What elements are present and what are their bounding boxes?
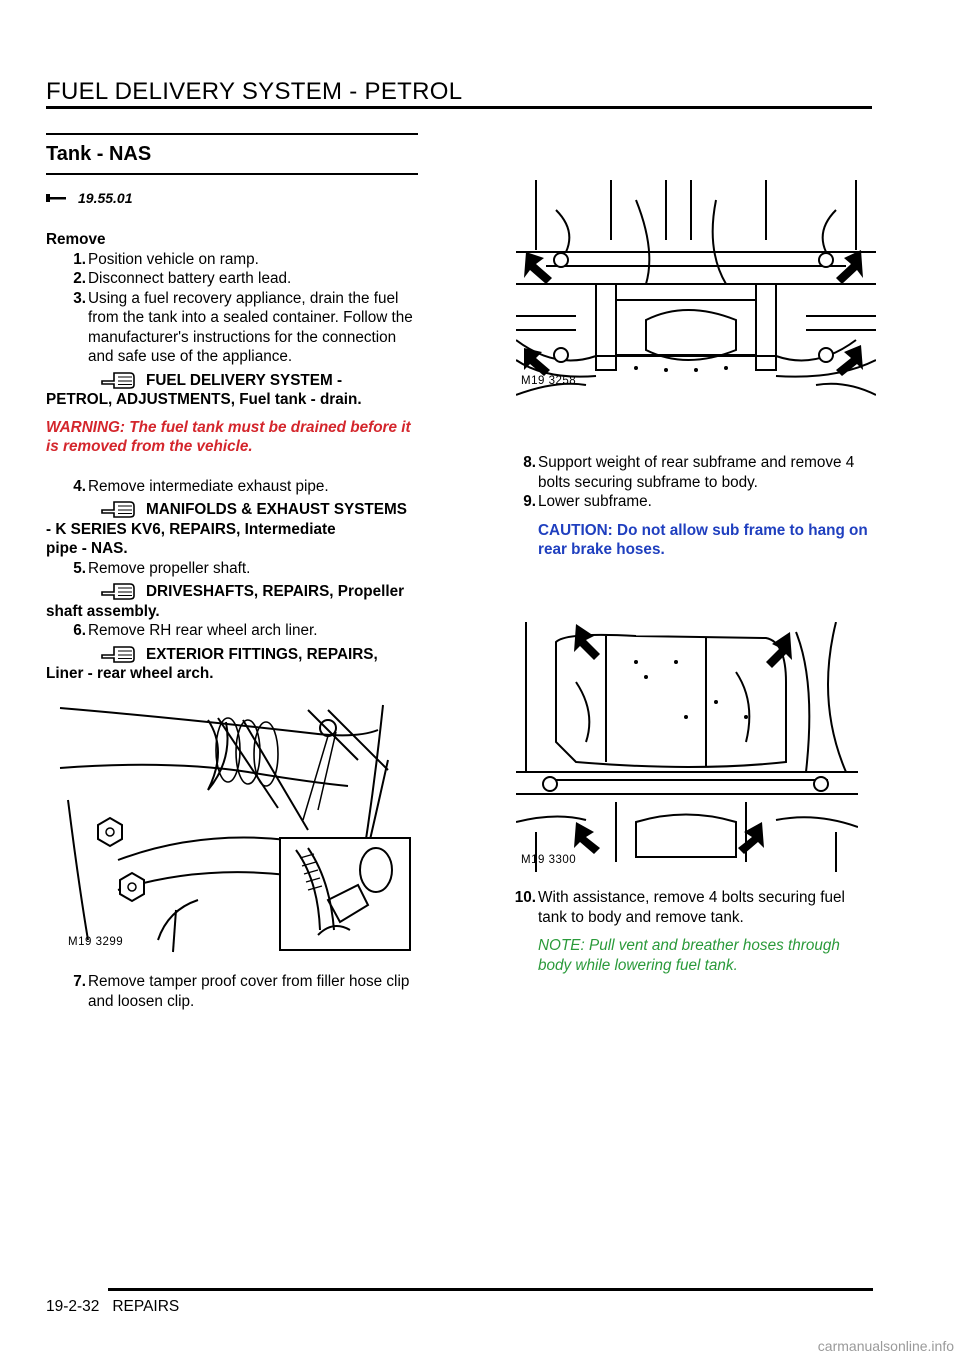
step-text: Using a fuel recovery appliance, drain the fuel from the tank into a sealed container. Follow the manufacturer's instructions for the connection and safe use of the appliance.: [88, 289, 413, 365]
reference-line: MANIFOLDS & EXHAUST SYSTEMS: [146, 501, 407, 518]
reference-line: Liner - rear wheel arch.: [46, 665, 214, 682]
page-number: 19-2-32: [46, 1298, 100, 1315]
footer-rule: [108, 1288, 873, 1291]
step-1: [46, 250, 426, 270]
cross-reference-wheel-arch-liner[interactable]: [46, 643, 426, 684]
arrow-icon: [766, 632, 792, 668]
step-number: 9.: [523, 493, 536, 510]
reference-line: EXTERIOR FITTINGS, REPAIRS,: [146, 645, 378, 663]
section-rule-top: [46, 133, 418, 135]
step-10-block: [486, 888, 878, 975]
section-title: Tank - NAS: [46, 143, 152, 165]
step-text: Remove tamper proof cover from filler hose clip and loosen clip.: [88, 973, 410, 1010]
step-10: [486, 888, 878, 927]
header-rule: [46, 106, 872, 109]
step-text: Disconnect battery earth lead.: [88, 270, 292, 287]
step-8: [486, 453, 878, 492]
page-header-title: FUEL DELIVERY SYSTEM - PETROL: [46, 78, 463, 105]
step-7: [46, 972, 426, 1011]
step-number: 5.: [73, 559, 86, 577]
right-column: [486, 453, 878, 560]
reference-line: pipe - NAS.: [46, 540, 128, 557]
arrow-icon: [524, 252, 552, 284]
cross-reference-propeller-shaft[interactable]: [46, 580, 426, 621]
step-number: 4.: [73, 477, 86, 495]
pointing-hand-icon: [100, 580, 140, 600]
figure-rear-subframe: [516, 180, 876, 412]
step-text: Support weight of rear subframe and remove 4 bolts securing subframe to body.: [538, 454, 855, 491]
reference-line: PETROL, ADJUSTMENTS, Fuel tank - drain.: [46, 391, 362, 408]
figure-label: M19 3299: [68, 936, 124, 948]
step-text: Position vehicle on ramp.: [88, 250, 259, 268]
reference-line: - K SERIES KV6, REPAIRS, Intermediate: [46, 520, 336, 538]
arrow-icon: [574, 822, 600, 854]
step-number: 10.: [514, 889, 536, 906]
step-text: Remove RH rear wheel arch liner.: [88, 622, 318, 639]
step-text: Lower subframe.: [538, 493, 652, 510]
left-column: [46, 230, 426, 684]
fuel-tank-illustration: [516, 622, 858, 872]
step-number: 8.: [523, 454, 536, 471]
pointing-hand-icon: [100, 369, 140, 389]
note-text: NOTE: Pull vent and breather hoses through body while lowering fuel tank.: [538, 937, 840, 974]
step-text: Remove propeller shaft.: [88, 559, 251, 577]
step-4: [46, 477, 426, 497]
step-number: 3.: [73, 289, 86, 307]
step-text: With assistance, remove 4 bolts securing fuel tank to body and remove tank.: [538, 889, 845, 926]
step-3: [46, 289, 426, 367]
spanner-icon: [46, 193, 66, 203]
caution-text: CAUTION: Do not allow sub frame to hang on rear brake hoses.: [538, 521, 868, 558]
watermark: carmanualsonline.info: [817, 1338, 954, 1354]
figure-label: M19 3258: [521, 375, 577, 387]
step-7-block: [46, 972, 426, 1011]
figure-fuel-tank: [516, 622, 858, 872]
arrow-icon: [738, 822, 764, 854]
arrow-icon: [574, 624, 600, 660]
step-number: 7.: [73, 973, 86, 990]
op-code: 19.55.01: [78, 190, 133, 206]
step-9: [486, 492, 878, 512]
reference-line: FUEL DELIVERY SYSTEM -: [146, 371, 343, 389]
remove-heading: Remove: [46, 231, 106, 248]
step-2: [46, 269, 426, 289]
section-rule-bottom: [46, 173, 418, 175]
step-5: [46, 559, 426, 579]
pointing-hand-icon: [100, 498, 140, 518]
step-6: [46, 621, 426, 641]
reference-line: DRIVESHAFTS, REPAIRS, Propeller: [146, 583, 405, 600]
filler-hose-clip-illustration: [58, 690, 418, 955]
step-text: Remove intermediate exhaust pipe.: [88, 477, 329, 495]
footer-section: REPAIRS: [112, 1298, 180, 1315]
cross-reference-intermediate-pipe[interactable]: [46, 498, 426, 559]
step-number: 2.: [73, 270, 86, 287]
arrow-icon: [524, 348, 550, 376]
figure-filler-hose-clip: [58, 690, 418, 955]
step-number: 6.: [73, 622, 86, 639]
step-number: 1.: [73, 250, 86, 268]
op-code-row: [46, 190, 133, 206]
cross-reference-fuel-tank-drain[interactable]: [46, 369, 426, 410]
pointing-hand-icon: [100, 643, 140, 663]
reference-line: shaft assembly.: [46, 602, 160, 620]
figure-label: M19 3300: [521, 854, 577, 866]
warning-text: WARNING: The fuel tank must be drained before it is removed from the vehicle.: [46, 418, 411, 455]
page-footer: [46, 1298, 179, 1316]
